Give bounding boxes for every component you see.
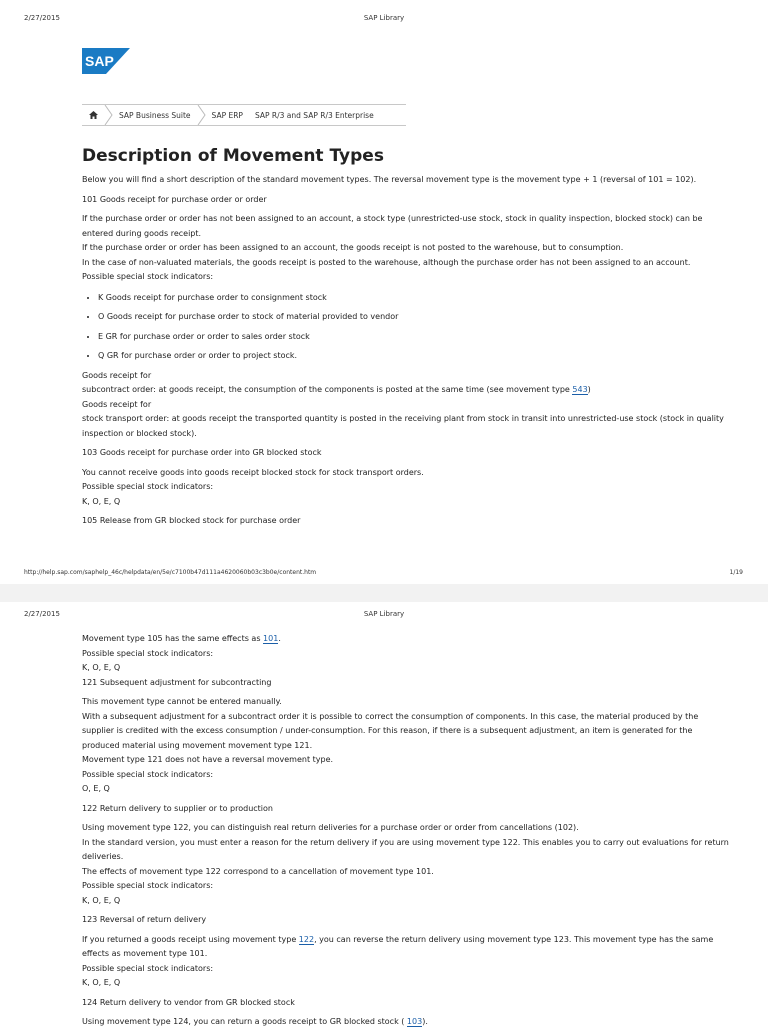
svg-text:SAP: SAP (85, 53, 114, 69)
breadcrumb-item-erp[interactable]: SAP ERP (211, 110, 243, 120)
page-divider (0, 584, 768, 602)
mt124-text (82, 1015, 732, 1030)
mt105-psi-values: K, O, E, Q (82, 663, 121, 672)
mt103-psi-values: K, O, E, Q (82, 496, 121, 506)
mt121-psi-label: Possible special stock indicators: (82, 769, 214, 779)
mt123-text (82, 933, 732, 962)
breadcrumb-separator-icon (197, 105, 206, 125)
gr-transport-label: Goods receipt for (82, 399, 152, 409)
header-title: SAP Library (363, 610, 405, 618)
gr-subcontract-label: Goods receipt for (82, 370, 152, 380)
mt103-text: You cannot receive goods into goods receipt blocked stock for stock transport orders. (82, 467, 424, 477)
footer-page-number: 1/19 (729, 569, 743, 576)
mt121-text-3: Movement type 121 does not have a reversal movement type. (82, 755, 334, 764)
mt122-text-1: Using movement type 122, you can distinguish real return deliveries for a purchase order or order from cancellations (102). (82, 823, 579, 832)
page-title: Description of Movement Types (82, 146, 384, 166)
breadcrumb-separator-icon (104, 105, 113, 125)
mt101-text-2: If the purchase order or order has been assigned to an account, the goods receipt is not posted to the warehouse, but to consumption. (82, 243, 624, 252)
mt123-end: , you can reverse the return delivery using movement type 123. This movement type has the same effects as movement type 101. (82, 934, 714, 958)
section-title-122: 122 Return delivery to supplier or to production (82, 803, 273, 813)
gr-subcontract-end: ) (587, 385, 591, 394)
header-date: 2/27/2015 (24, 14, 60, 22)
mt122-text-3: The effects of movement type 122 correspond to a cancellation of movement type 101. (82, 866, 434, 876)
mt121-text-1: This movement type cannot be entered manually. (82, 697, 282, 706)
section-title-103: 103 Goods receipt for purchase order into GR blocked stock (82, 448, 322, 457)
breadcrumb-item-r3[interactable]: SAP R/3 and SAP R/3 Enterprise (254, 110, 374, 120)
page2-content (82, 632, 732, 1030)
mt122-psi-values: K, O, E, Q (82, 895, 121, 905)
home-icon[interactable] (82, 111, 104, 119)
mt122-psi-label: Possible special stock indicators: (82, 881, 214, 890)
gr-transport-text: stock transport order: at goods receipt the transported quantity is posted in the receiving plant from stock in transit into unrestricted-use stock (stock in quality inspection or blocked stock). (82, 414, 724, 438)
intro-text: Below you will find a short description of the standard movement types. The reversal movement type is the movement type + 1 (reversal of 101 = 102). (82, 175, 697, 184)
section-title-123: 123 Reversal of return delivery (82, 915, 207, 924)
movement-type-link-103[interactable]: 103 (406, 1017, 423, 1026)
mt121-psi-values: O, E, Q (82, 784, 110, 793)
section-title-105: 105 Release from GR blocked stock for purchase order (82, 516, 301, 525)
section-title-121: 121 Subsequent adjustment for subcontracting (82, 677, 272, 687)
mt105-end: . (278, 634, 281, 643)
mt122-text-2: In the standard version, you must enter a reason for the return delivery if you are using movement type 122. This enables you to carry out evaluations for return deliveries. (82, 837, 729, 861)
header-date: 2/27/2015 (24, 610, 60, 618)
list-item: • O Goods receipt for purchase order to stock of material provided to vendor (98, 307, 732, 327)
mt124-end: ). (422, 1017, 428, 1026)
page1-content (82, 145, 732, 529)
section-title-101: 101 Goods receipt for purchase order or order (82, 194, 267, 204)
document-page-2 (0, 602, 768, 1024)
list-item: • K Goods receipt for purchase order to consignment stock (98, 288, 732, 308)
mt123-body: If you returned a goods receipt using movement type (82, 934, 299, 944)
gr-subcontract-text (82, 383, 732, 398)
mt121-text-2: With a subsequent adjustment for a subcontract order it is possible to correct the consumption of components. In this case, the material produced by the supplier is credited with the excess consumption / under-consumption. For this reason, if there is a subsequent adjustment, an item is generated for the produced material using movement movement type 121. (82, 711, 699, 750)
movement-type-link-101[interactable]: 101 (263, 634, 279, 643)
mt124-body: Using movement type 124, you can return a goods receipt to GR blocked stock ( (82, 1017, 407, 1026)
list-item: • Q GR for purchase order or order to project stock. (98, 346, 732, 366)
special-stock-list (82, 288, 732, 366)
movement-type-link-122[interactable]: 122 (298, 934, 315, 944)
breadcrumb-item-business-suite[interactable]: SAP Business Suite (119, 110, 191, 120)
mt101-text-3: In the case of non-valuated materials, the goods receipt is posted to the warehouse, although the purchase order has not been assigned to an account. (82, 257, 691, 267)
mt123-psi-label: Possible special stock indicators: (82, 963, 214, 973)
movement-type-link-543[interactable]: 543 (572, 385, 588, 394)
mt105-psi-label: Possible special stock indicators: (82, 648, 214, 658)
breadcrumb (82, 104, 406, 126)
mt105-text (82, 632, 732, 647)
list-item: • E GR for purchase order or order to sales order stock (98, 327, 732, 347)
header-title: SAP Library (363, 14, 405, 22)
section-title-124: 124 Return delivery to vendor from GR blocked stock (82, 997, 295, 1007)
mt103-psi-label: Possible special stock indicators: (82, 482, 214, 491)
mt123-psi-values: K, O, E, Q (82, 978, 121, 987)
gr-subcontract-body: subcontract order: at goods receipt, the consumption of the components is posted at the same time (see movement type (82, 385, 573, 394)
mt105-body: Movement type 105 has the same effects as (82, 634, 264, 643)
mt101-text-1: If the purchase order or order has not been assigned to an account, a stock type (unrestricted-use stock, stock in quality inspection, blocked stock) can be entered during goods receipt. (82, 214, 703, 238)
sap-logo (82, 48, 130, 74)
mt101-psi-label: Possible special stock indicators: (82, 272, 214, 281)
footer-url: http://help.sap.com/saphelp_46c/helpdata/en/5e/c7100b47d111a4620060b03c3b0e/content.htm (24, 569, 317, 576)
